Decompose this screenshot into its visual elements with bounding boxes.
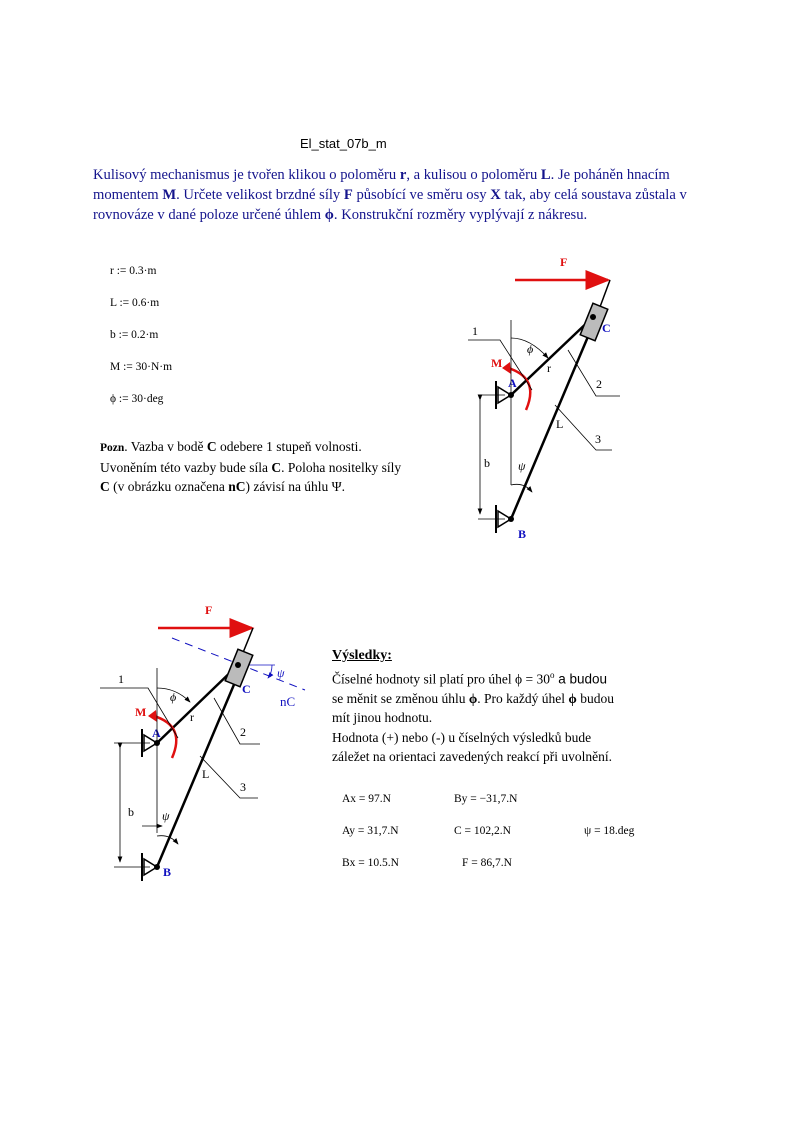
label-r: r (190, 710, 194, 724)
label-A: A (508, 376, 517, 390)
param-phi: ϕ := 30·deg (110, 393, 164, 405)
label-2: 2 (240, 725, 246, 739)
document-code: El_stat_07b_m (300, 136, 387, 151)
label-psi: ψ (518, 459, 526, 473)
param-b: b := 0.2·m (110, 329, 159, 341)
results-line-5: záležet na orientaci zavedených reakcí při uvolnění. (332, 749, 612, 764)
label-2: 2 (596, 377, 602, 391)
mechanism-diagram-bottom (100, 598, 320, 888)
result-Bx: Bx = 10.5.N (342, 857, 399, 869)
note-text: Pozn. Vazba v bodě C odebere 1 stupeň volnosti. Uvoněním této vazby bude síla C. Poloha nositelky síly C (v obrázku označena nC) závisí na úhlu Ψ. (100, 439, 402, 494)
label-F: F (205, 603, 213, 617)
param-r: r := 0.3·m (110, 265, 157, 277)
label-C: C (242, 682, 251, 696)
label-phi: ϕ (170, 690, 177, 704)
label-psi-C: ψ (277, 666, 285, 680)
result-Ay: Ay = 31,7.N (342, 825, 399, 837)
label-nC: nC (280, 694, 296, 709)
result-C: C = 102,2.N (454, 825, 511, 837)
label-b: b (484, 456, 490, 470)
label-r: r (547, 361, 551, 375)
link-L (511, 320, 595, 519)
label-B: B (518, 527, 527, 541)
label-L: L (202, 767, 210, 781)
result-By: By = −31,7.N (454, 793, 518, 805)
label-1: 1 (118, 672, 124, 686)
label-B: B (163, 865, 172, 879)
label-3: 3 (595, 432, 601, 446)
results-line-1: Číselné hodnoty sil platí pro úhel $\phi = 30^o$ a budou (332, 669, 608, 686)
results-line-4: Hodnota (+) nebo (-) u číselných výsledků bude (332, 729, 592, 745)
param-M: M := 30·N·m (110, 361, 173, 373)
label-F: F (560, 255, 568, 269)
mechanism-diagram-top (460, 250, 630, 560)
result-F: F = 86,7.N (462, 857, 512, 869)
label-1: 1 (472, 324, 478, 338)
label-M: M (491, 356, 503, 370)
results-heading: Výsledky: (332, 648, 392, 663)
label-phi: ϕ (527, 342, 534, 356)
results-section (332, 646, 692, 767)
result-psi: ψ = 18.deg (584, 825, 635, 837)
label-b: b (128, 805, 134, 819)
label-A: A (152, 726, 161, 740)
param-L: L := 0.6·m (110, 297, 160, 309)
label-psi: ψ (162, 809, 170, 823)
label-M: M (135, 705, 147, 719)
result-Ax: Ax = 97.N (342, 793, 391, 805)
problem-statement: Kulisový mechanismus je tvořen klikou o poloměru r, a kulisou o poloměru L. Je poháněn hnacím momentem M. Určete velikost brzdné síly F působící ve směru osy X tak, aby celá soustava zůstala v rovnováze v dané poloze určené úhlem ϕ. Konstrukční rozměry vyplývají z nákresu. (93, 167, 687, 223)
results-line-3: mít jinou hodnotu. (332, 710, 433, 725)
results-line-2: se měnit se změnou úhlu ϕ. Pro každý úhel ϕ budou (332, 690, 614, 706)
label-L: L (556, 417, 564, 431)
label-C: C (602, 321, 611, 335)
label-3: 3 (240, 780, 246, 794)
